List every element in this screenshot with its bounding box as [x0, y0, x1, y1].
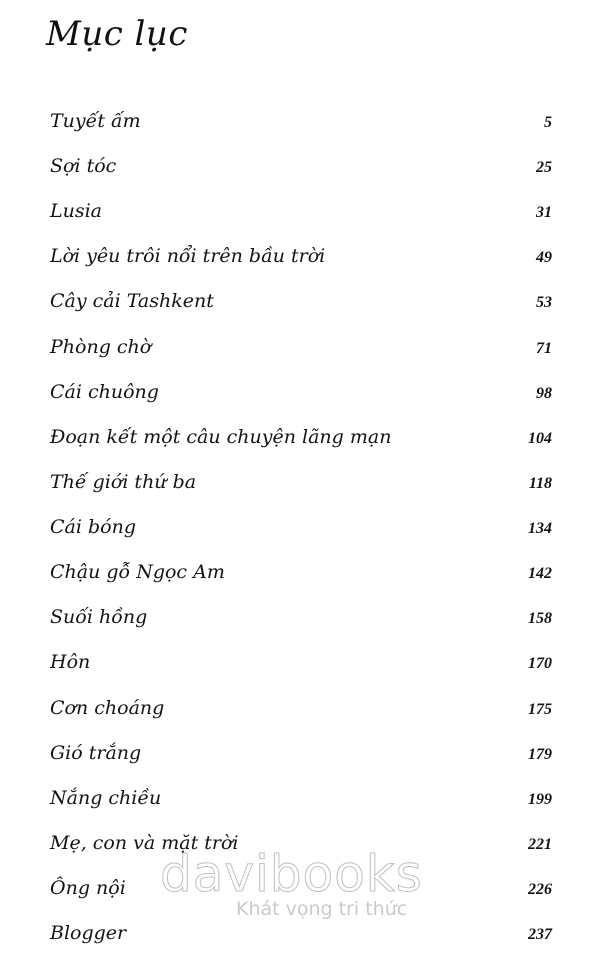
- entry-page: 25: [536, 159, 552, 176]
- entry-page: 71: [536, 340, 552, 357]
- toc-entry: [50, 200, 552, 230]
- toc-entry: [50, 426, 552, 456]
- entry-page: 226: [528, 881, 552, 898]
- watermark-slogan: Khát vọng tri thức: [236, 898, 408, 920]
- entry-title: Cơn choáng: [50, 697, 165, 719]
- toc-entry: [50, 787, 552, 817]
- entry-page: 158: [528, 610, 552, 627]
- entry-title: Blogger: [50, 922, 127, 944]
- entry-title: Mẹ, con và mặt trời: [50, 832, 239, 854]
- entry-title: Đoạn kết một câu chuyện lãng mạn: [50, 426, 392, 448]
- entry-page: 104: [528, 430, 552, 447]
- toc-entry: [50, 516, 552, 546]
- toc-entry: [50, 381, 552, 411]
- entry-page: 53: [536, 294, 552, 311]
- toc-entry: [50, 742, 552, 772]
- entry-page: 98: [536, 385, 552, 402]
- entry-title: Chậu gỗ Ngọc Am: [50, 561, 225, 583]
- toc-entry: [50, 922, 552, 952]
- entry-page: 31: [536, 204, 552, 221]
- entry-title: Lời yêu trôi nổi trên bầu trời: [50, 245, 326, 267]
- entry-title: Cây cải Tashkent: [50, 290, 214, 312]
- entry-title: Nắng chiều: [50, 787, 162, 809]
- entry-title: Thế giới thứ ba: [50, 471, 197, 493]
- toc-entry: [50, 651, 552, 681]
- entry-page: 5: [544, 114, 552, 131]
- page-title: Mục lục: [46, 14, 188, 54]
- toc-entry: [50, 832, 552, 862]
- toc-entry: [50, 110, 552, 140]
- entry-title: Phòng chờ: [50, 336, 152, 358]
- entry-page: 179: [528, 746, 552, 763]
- entry-title: Lusia: [50, 200, 103, 222]
- toc-entry: [50, 336, 552, 366]
- entry-title: Sợi tóc: [50, 155, 117, 177]
- entry-title: Hôn: [50, 651, 91, 673]
- toc-entry: [50, 877, 552, 907]
- entry-page: 221: [528, 836, 552, 853]
- toc-entry: [50, 155, 552, 185]
- toc-entry: [50, 290, 552, 320]
- entry-page: 199: [528, 791, 552, 808]
- entry-page: 49: [536, 249, 552, 266]
- toc-entry: [50, 245, 552, 275]
- toc-entry: [50, 561, 552, 591]
- watermark-logo: davibooks: [160, 845, 423, 903]
- toc-entry: [50, 606, 552, 636]
- entry-title: Cái chuông: [50, 381, 159, 403]
- entry-title: Ông nội: [50, 877, 126, 899]
- toc-entry: [50, 697, 552, 727]
- entry-title: Suối hồng: [50, 606, 148, 628]
- entry-page: 237: [528, 926, 552, 943]
- entry-title: Cái bóng: [50, 516, 136, 538]
- entry-page: 134: [528, 520, 552, 537]
- entry-title: Gió trắng: [50, 742, 142, 764]
- toc-entry: [50, 471, 552, 501]
- entry-page: 175: [528, 701, 552, 718]
- entry-title: Tuyết ấm: [50, 110, 141, 132]
- entry-page: 170: [528, 655, 552, 672]
- entry-page: 142: [528, 565, 552, 582]
- entry-page: 118: [528, 475, 552, 492]
